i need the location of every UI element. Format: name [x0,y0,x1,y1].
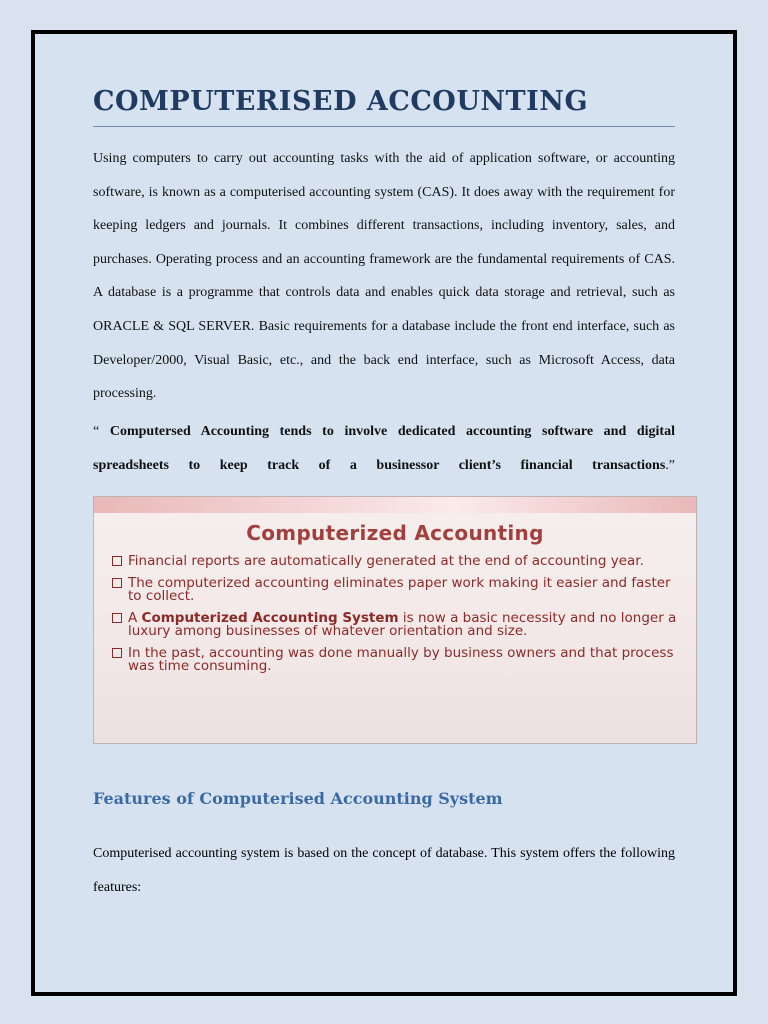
slide-bullet-item [110,555,680,568]
quote-text: Computersed Accounting tends to involve dedicated accounting software and digital spreadsheets to keep track of a businessor client’s financial transactions [93,423,675,473]
slide-bullet-item [110,577,680,603]
quote-close-mark: .” [665,457,675,473]
slide-bullet-text: is now a basic necessity and no longer a luxury among businesses of whatever orientation and size. [128,610,677,639]
slide-bullet-item [110,647,680,673]
quote-paragraph [93,415,675,483]
document-body [93,84,675,483]
slide-bullet-text: Financial reports are automatically generated at the end of accounting year. [128,553,644,569]
slide-bullet-prefix: A [128,610,142,626]
slide-bullet-bold: Computerized Accounting System [141,610,399,626]
slide-bullet-item [110,612,680,638]
slide-bullet-list [110,555,680,682]
slide-image [93,496,697,744]
slide-bullet-text: The computerized accounting eliminates paper work making it easier and faster to collect. [128,575,671,604]
features-intro-paragraph: Computerised accounting system is based on the concept of database. This system offers the following features: [93,846,675,895]
checkbox-bullet-icon [112,578,122,588]
document-title: COMPUTERISED ACCOUNTING [93,84,675,127]
intro-paragraph: Using computers to carry out accounting tasks with the aid of application software, or accounting software, is known as a computerised accounting system (CAS). It does away with the requirement for keeping ledgers and journals. It combines different transactions, including inventory, sales, and purchases. Operating process and an accounting framework are the fundamental requirements of CAS. A database is a programme that controls data and enables quick data storage and retrieval, such as ORACLE & SQL SERVER. Basic requirements for a database include the front end interface, such as Developer/2000, Visual Basic, etc., and the back end interface, such as Microsoft Access, data processing. [93,151,675,402]
checkbox-bullet-icon [112,648,122,658]
features-heading: Features of Computerised Accounting System [93,789,503,808]
page-frame [31,30,737,996]
checkbox-bullet-icon [112,613,122,623]
quote-open-mark: “ [93,423,110,439]
slide-bullet-text: In the past, accounting was done manually by business owners and that process was time consuming. [128,645,674,674]
slide-title: Computerized Accounting [246,521,544,545]
checkbox-bullet-icon [112,556,122,566]
slide-banner [94,497,696,513]
